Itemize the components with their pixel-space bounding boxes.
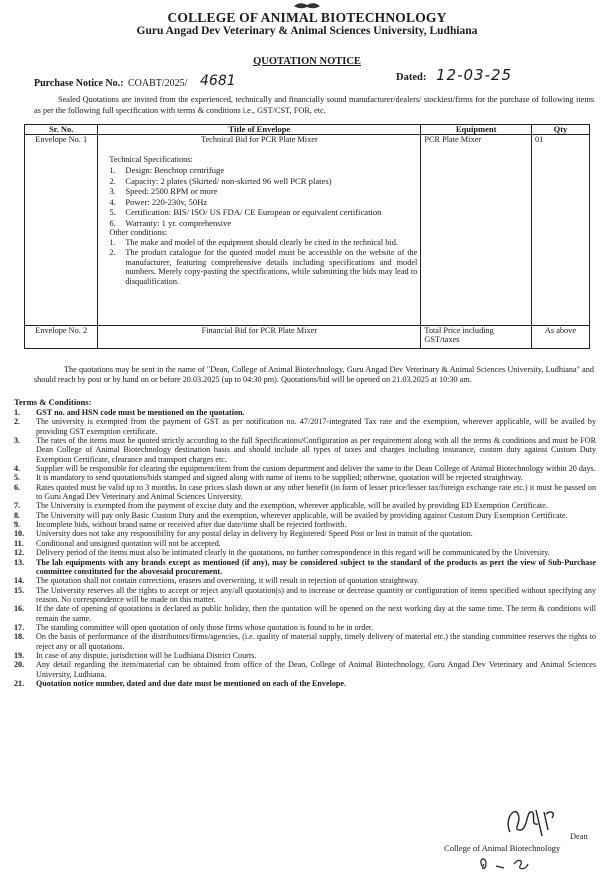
list-item: 5. It is mandatory to send quotations/bids stamped and signed along with name of items to be supplied; otherwise, quotation will be rejected straightway. bbox=[14, 473, 523, 483]
envelope-2-equipment: Total Price including GST/taxes bbox=[421, 326, 532, 349]
financial-bid-title: Financial Bid for PCR Plate Mixer bbox=[98, 326, 421, 349]
college-name: COLLEGE OF ANIMAL BIOTECHNOLOGY bbox=[167, 10, 447, 25]
list-item: 16. If the date of opening of quotations is declared as public holiday, then the quotation will be opened on the next working day at the same time. The term & conditions will remain the same. bbox=[14, 604, 596, 623]
tech-spec-heading: Technical Specifications: bbox=[109, 155, 193, 164]
list-item: 20. Any detail regarding the item/material can be obtained from office of the Dean, College of Animal Biotechnology, Guru Angad Dev Veterinary and Animal Sciences University, Ludhiana. bbox=[14, 660, 596, 679]
items-table bbox=[24, 124, 590, 349]
envelope-1-equipment: PCR Plate Mixer bbox=[421, 135, 532, 326]
table-header-row bbox=[25, 125, 590, 135]
submission-paragraph: The quotations may be sent in the name of "Dean, College of Animal Biotechnology, Guru Angad Dev Veterinary & Animal Sciences University, Ludhiana" and should reach by post or by hand on or before 20.03.2025 (up to 04:30 pm). Quotations/bid will be opened on 21.03.2025 at 10:30 am. bbox=[34, 365, 594, 384]
list-item: 5. Certification: BIS/ ISO/ US FDA/ CE European or equivalent certification bbox=[109, 207, 382, 217]
terms-list bbox=[14, 408, 596, 688]
list-item: 4. Power: 220-230v, 50Hz bbox=[109, 196, 208, 207]
technical-bid-title: Technical Bid for PCR Plate Mixer bbox=[201, 135, 318, 144]
list-item: 12. Delivery period of the items must also be intimated clearly in the quotations, no further correspondence in this regard will be communicated by the University. bbox=[14, 548, 550, 558]
list-item: 11. Conditional and unsigned quotation will not be accepted. bbox=[14, 538, 221, 548]
header-qty: Qty bbox=[531, 125, 589, 135]
list-item: 2. Capacity: 2 plates (Skirted/ non-skirted 96 well PCR plates) bbox=[109, 175, 332, 186]
list-item: 7. The University is exempted from the payment of excise duty and the exemption, wherever applicable, will be availed by providing ED Exemption Certificate. bbox=[14, 501, 548, 511]
table-row bbox=[25, 326, 590, 349]
signatory-org: College of Animal Biotechnology bbox=[444, 843, 561, 853]
envelope-1-qty: 01 bbox=[531, 135, 589, 326]
list-item: 9. Incomplete bids, without brand name or received after due date/time shall be rejected forthwith. bbox=[14, 520, 347, 530]
list-item: 13. The lab equipments with any brands except as mentioned (if any), may be considered subject to the standard of the products as pert the view of Sub-Purchase committee constituted for the abovesaid procurement. bbox=[14, 557, 596, 576]
list-item: 18. On the basis of performance of the distributors/firms/agencies, (i.e. quality of material supply, timely delivery of material etc.) the standing committee reserves the rights to reject any or all quotations. bbox=[14, 632, 596, 651]
notice-title: QUOTATION NOTICE bbox=[253, 56, 361, 67]
list-item: 17. The standing committee will open quotation of only those firms whose quotation is found to be in order. bbox=[14, 622, 374, 632]
terms-heading: Terms & Conditions: bbox=[14, 397, 92, 407]
list-item: 4. Supplier will be responsible for clearing the equipment/item from the custom department and deliver the same to the Dean College of Animal Biotechnology within 20 days. bbox=[14, 464, 596, 474]
list-item: 10. University does not take any responsibility for any postal delay in delivery by Registered/ Speed Post or lost in transit of the quotation. bbox=[14, 529, 473, 539]
list-item: 3. Speed: 2500 RPM or more bbox=[109, 186, 218, 196]
envelope-2-qty: As above bbox=[531, 326, 589, 349]
purchase-notice-prefix: COABT/2025/ bbox=[128, 78, 188, 89]
header-title-envelope: Title of Envelope bbox=[98, 125, 421, 135]
signatory-title: Dean bbox=[570, 832, 588, 841]
tech-spec-list bbox=[101, 165, 417, 228]
envelope-1-details bbox=[98, 135, 421, 326]
secondary-signature bbox=[474, 852, 574, 874]
dated-label: Dated: bbox=[396, 72, 427, 83]
intro-paragraph: Sealed Quotations are invited from the experienced, technically and financially sound manufacturer/dealers/ stockiest/firms for the purchase of following items as per the following full specification with terms & conditions i.e., GST/CST, FOR, etc. bbox=[34, 95, 594, 115]
envelope-1-label: Envelope No. 1 bbox=[25, 135, 98, 326]
university-name: Guru Angad Dev Veterinary & Animal Sciences University, Ludhiana bbox=[136, 25, 478, 37]
purchase-notice-label: Purchase Notice No.: bbox=[34, 78, 124, 89]
list-item: 6. Rates quoted must be valid up to 3 months. In case prices slash down or any other benefit (in form of lesser price/lesser tax/foreign exchange rate etc.) it must be passed on to Guru Angad Dev Veterinary and Animal Sciences University. bbox=[14, 482, 596, 502]
purchase-notice-number-handwritten: 4681 bbox=[200, 73, 236, 89]
list-item: 1. Design: Benchtop centrifuge bbox=[109, 165, 225, 175]
list-item: 14. The quotation shall not contain corrections, erasers and overwriting, it will result in rejection of quotation straightway. bbox=[14, 576, 420, 586]
list-item: 1. The make and model of the equipment should clearly be cited in the technical bid. bbox=[109, 238, 398, 247]
other-conditions-heading: Other conditions: bbox=[109, 228, 168, 237]
list-item: 15. The University reserves all the rights to accept or reject any/all quotation(s) and to increase or decrease quantity or configuration of items specified without specifying any reason. No correspondence will be made on this matter. bbox=[14, 585, 596, 604]
list-item: 6. Warranty: 1 yr. comprehensive bbox=[109, 217, 232, 228]
list-item: 8. The University will pay only Basic Custom Duty and the exemption, wherever applicable, will be availed by providing against Custom Duty Exemption Certificate. bbox=[14, 510, 568, 520]
other-conditions-list bbox=[101, 238, 417, 287]
list-item: 3. The rates of the items must be quoted strictly according to the full Specifications/Configuration as per requirement along with all the terms & conditions and must be FOR Dean College of Animal Biotechnology destination basis and should include all types of taxes and charges including insurance, custom duty against Custom Duty Exemption Certificate, clearance and transport charges etc. bbox=[14, 436, 596, 464]
header-sr-no: Sr. No. bbox=[25, 125, 98, 135]
header-equipment: Equipment bbox=[421, 125, 532, 135]
list-item: 2. The university is exempted from the payment of GST as per notification no. 47/2017-integrated Tax rate and the exemption, wherever applicable, will be availed by providing GST exemption certificate. bbox=[14, 417, 596, 436]
list-item: 19. In case of any dispute, jurisdiction will be Ludhiana District Courts. bbox=[14, 650, 257, 660]
dean-signature bbox=[500, 800, 560, 840]
table-row bbox=[25, 135, 590, 326]
list-item: 1. GST no. and HSN code must be mentioned on the quotation. bbox=[14, 408, 245, 417]
list-item: 21. Quotation notice number, dated and due date must be mentioned on each of the Envelope. bbox=[14, 678, 346, 688]
dated-handwritten: 12-03-25 bbox=[436, 66, 513, 84]
envelope-2-label: Envelope No. 2 bbox=[25, 326, 98, 349]
list-item: 2. The product catalogue for the quoted model must be accessible on the website of the manufacturer, featuring comprehensive details including specifications and model numbers. Merely copy-pasting the specifications, while submitting the bids may lead to disqualification. bbox=[109, 247, 418, 287]
